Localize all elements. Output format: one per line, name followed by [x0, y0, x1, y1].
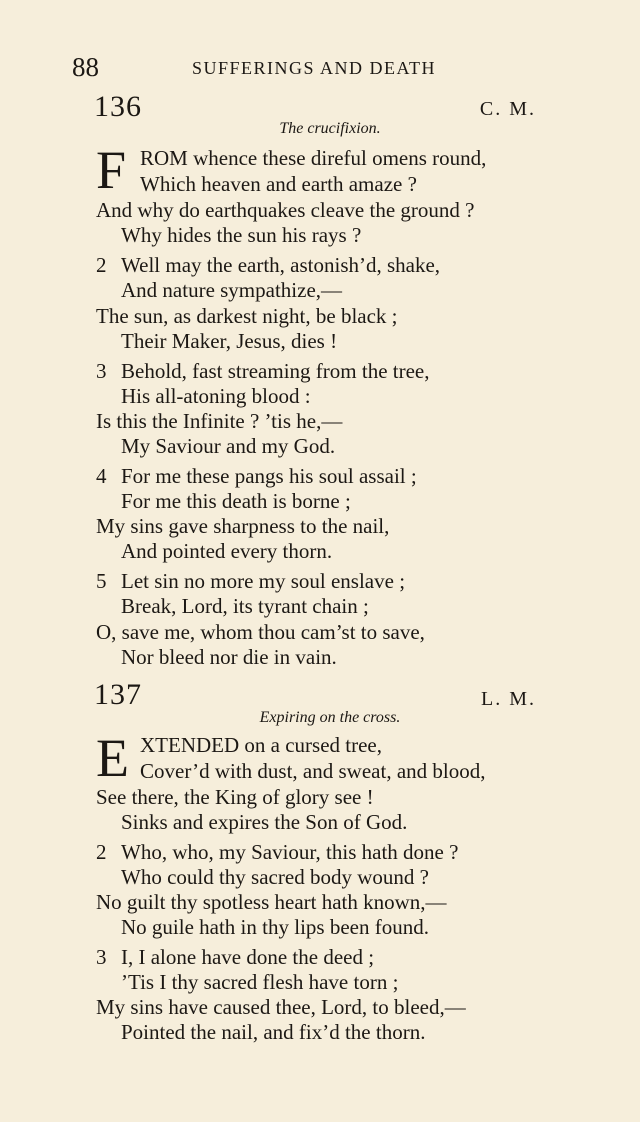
verse-line: Pointed the nail, and fix’d the thorn. [121, 1020, 426, 1044]
verse-number: 5 [96, 569, 107, 593]
verse-line: ’Tis I thy sacred flesh have torn ; [121, 970, 399, 994]
verse-line: See there, the King of glory see ! [96, 785, 374, 809]
verse-line: ROM whence these direful omens round, [140, 146, 487, 170]
verse-line: My Saviour and my God. [121, 434, 336, 458]
verse-line: And why do earthquakes cleave the ground ? [96, 198, 475, 222]
verse-text: Behold, fast streaming from the tree, [121, 359, 430, 383]
verse-line: No guile hath in thy lips been found. [121, 915, 429, 939]
verse-line: Who could thy sacred body wound ? [121, 865, 429, 889]
verse-line: For me this death is borne ; [121, 489, 351, 513]
verse-text: Well may the earth, astonish’d, shake, [121, 253, 441, 277]
verse-number: 3 [96, 945, 107, 969]
verse-line: Cover’d with dust, and sweat, and blood, [140, 759, 486, 783]
verse-line [96, 569, 405, 594]
verse-number: 3 [96, 359, 107, 383]
hymn-meter: L. M. [481, 688, 536, 710]
hymn-subtitle: Expiring on the cross. [259, 709, 401, 726]
drop-cap: E [96, 728, 129, 788]
verse-line: My sins gave sharpness to the nail, [96, 514, 390, 538]
running-head [72, 52, 540, 86]
verse-text: I, I alone have done the deed ; [121, 945, 375, 969]
verse-line: Is this the Infinite ? ’tis he,— [96, 409, 343, 433]
verse-text: Who, who, my Saviour, this hath done ? [121, 840, 459, 864]
verse-text: Let sin no more my soul enslave ; [121, 569, 406, 593]
verse-line: My sins have caused thee, Lord, to bleed,— [96, 995, 466, 1019]
verse-line: The sun, as darkest night, be black ; [96, 304, 398, 328]
hymn-number: 136 [94, 90, 142, 123]
verse-line: Sinks and expires the Son of God. [121, 810, 408, 834]
verse-text: For me these pangs his soul assail ; [121, 464, 417, 488]
verse-line: His all-atoning blood : [121, 384, 311, 408]
running-title: SUFFERINGS AND DEATH [192, 58, 437, 78]
drop-cap: F [96, 140, 127, 200]
verse-number: 2 [96, 840, 107, 864]
verse-line: No guilt thy spotless heart hath known,— [96, 890, 447, 914]
hymn-subtitle: The crucifixion. [279, 120, 381, 137]
verse-line: Their Maker, Jesus, dies ! [121, 329, 338, 353]
verse-line: O, save me, whom thou cam’st to save, [96, 620, 425, 644]
verse-line: And nature sympathize,— [121, 278, 343, 302]
hymn-meter: C. M. [479, 98, 536, 120]
page-number: 88 [72, 52, 99, 82]
verse-line: XTENDED on a cursed tree, [140, 733, 382, 757]
verse-number: 4 [96, 464, 107, 488]
verse-line: Why hides the sun his rays ? [121, 223, 362, 247]
verse-line [96, 253, 440, 278]
verse-line [96, 464, 417, 489]
verse-line [96, 945, 374, 970]
hymn-number: 137 [94, 678, 142, 711]
verse-line: Break, Lord, its tyrant chain ; [121, 594, 369, 618]
verse-line: Which heaven and earth amaze ? [140, 172, 417, 196]
verse-line [96, 359, 430, 384]
verse-number: 2 [96, 253, 107, 277]
verse-line: And pointed every thorn. [121, 539, 333, 563]
verse-line: Nor bleed nor die in vain. [121, 645, 337, 669]
verse-line [96, 840, 458, 865]
